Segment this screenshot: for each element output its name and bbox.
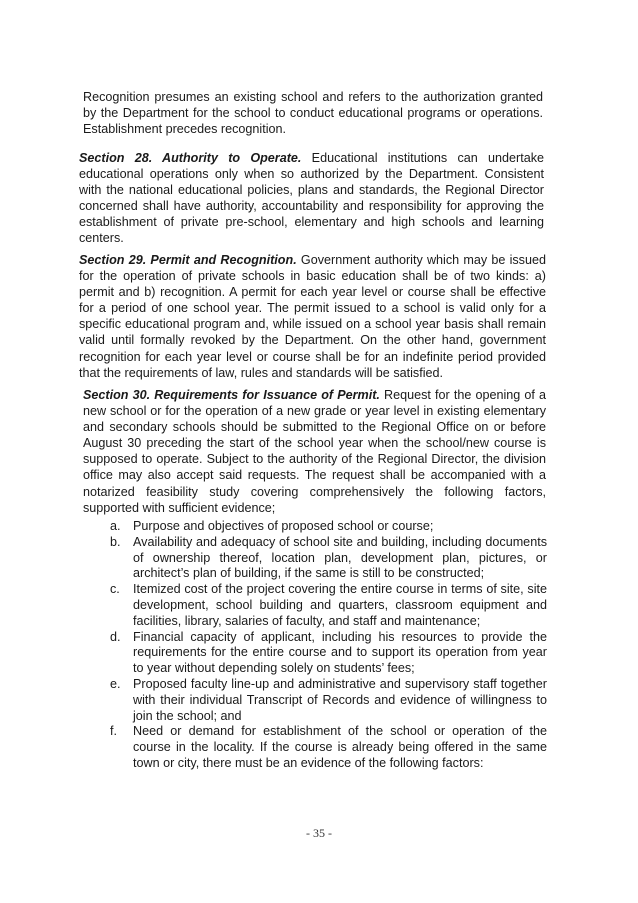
requirements-list [110, 519, 547, 772]
list-marker: b. [110, 534, 121, 549]
section-29-body: Government authority which may be issued for the operation of private schools in basic education shall be of two kinds: a) permit and b) recognition. A permit for each year level or course shall be effective for a period of one school year. The permit issued to a school is valid only for a specific educational program and, while issued on a school year basis shall remain valid until formally revoked by the Department. On the other hand, government recognition for each year level or course shall be for an indefinite period provided that the requirements of law, rules and standards will be satisfied. [79, 253, 546, 380]
list-item-text: Availability and adequacy of school site and building, including documents of ownership thereof, location plan, development plan, pictures, or architect’s plan of building, if the same is still to be constructed; [133, 534, 547, 581]
intro-text: Recognition presumes an existing school and refers to the authorization granted by the Department for the school to conduct educational programs or operations. Establishment precedes recognition. [83, 90, 543, 137]
list-marker: e. [110, 676, 121, 691]
intro-paragraph [83, 89, 543, 137]
section-30-paragraph [83, 387, 546, 516]
list-item [110, 677, 547, 724]
section-28-body: Educational institutions can undertake educational operations only when so authorized by the Department. Consistent with the national educational policies, plans and standards, the Regional Director concerned shall have authority, accountability and responsibility for approving the establishment of private pre-school, elementary and high schools and learning centers. [79, 151, 545, 246]
section-28-heading: Section 28. Authority to Operate. [79, 151, 302, 165]
list-item-text: Need or demand for establishment of the school or operation of the course in the locality. If the course is already being offered in the same town or city, there must be an evidence of the following factors: [133, 724, 547, 770]
list-item [110, 724, 547, 771]
list-marker: f. [110, 724, 117, 739]
list-marker: c. [110, 582, 120, 597]
section-29-heading: Section 29. Permit and Recognition. [79, 253, 297, 267]
list-item [110, 582, 547, 629]
section-30-heading: Section 30. Requirements for Issuance of Permit. [83, 388, 380, 402]
list-item-text: Purpose and objectives of proposed school or course; [133, 519, 434, 533]
list-item [110, 630, 547, 677]
section-30-body: Request for the opening of a new school or for the operation of a new grade or year level in existing elementary and secondary schools should be submitted to the Regional Office on or before August 30 preceding the start of the school year when the school/new course is supposed to operate. Subject to the authority of the Regional Director, the division office may also accept said requests. The request shall be accompanied with a notarized feasibility study covering comprehensively the following factors, supported with sufficient evidence; [83, 388, 546, 515]
section-28-paragraph [79, 150, 544, 247]
list-marker: d. [110, 629, 121, 644]
list-item-text: Proposed faculty line-up and administrative and supervisory staff together with their individual Transcript of Records and evidence of willingness to join the school; and [133, 676, 547, 723]
page-number: - 35 - [306, 826, 332, 840]
list-item-text: Itemized cost of the project covering the entire course in terms of site, site development, school building and quarters, classroom equipment and facilities, library, salaries of faculty, and staff and maintenance; [133, 582, 547, 628]
list-item-text: Financial capacity of applicant, including his resources to provide the requirements for the entire course and to support its operation from year to year without depending solely on students’ fees; [133, 629, 547, 676]
list-item [110, 519, 547, 535]
section-29-paragraph [79, 252, 546, 381]
list-marker: a. [110, 519, 121, 533]
list-item [110, 535, 547, 582]
